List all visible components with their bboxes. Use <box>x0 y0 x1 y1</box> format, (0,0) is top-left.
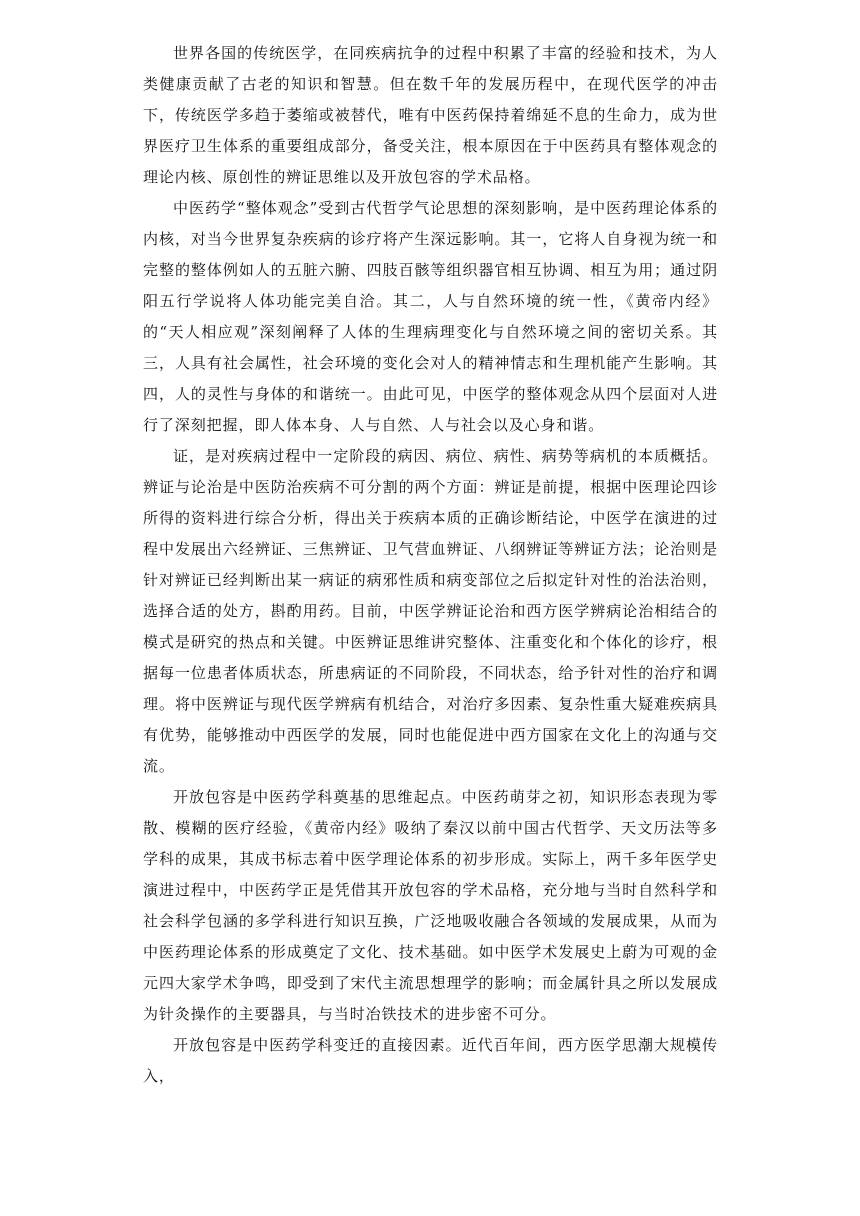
document-body <box>143 38 718 1092</box>
paragraph-2: 中医药学“整体观念”受到古代哲学气论思想的深刻影响，是中医药理论体系的内核，对当今世界复杂疾病的诊疗将产生深远影响。其一，它将人自身视为统一和完整的整体例如人的五脏六腑、四肢百骸等组织器官相互协调、相互为用；通过阴阳五行学说将人体功能完美自洽。其二，人与自然环境的统一性，《黄帝内经》的“天人相应观”深刻阐释了人体的生理病理变化与自然环境之间的密切关系。其三，人具有社会属性，社会环境的变化会对人的精神情志和生理机能产生影响。其四，人的灵性与身体的和谐统一。由此可见，中医学的整体观念从四个层面对人进行了深刻把握，即人体本身、人与自然、人与社会以及心身和谐。 <box>143 199 718 434</box>
paragraph-1: 世界各国的传统医学，在同疾病抗争的过程中积累了丰富的经验和技术，为人类健康贡献了古老的知识和智慧。但在数千年的发展历程中，在现代医学的冲击下，传统医学多趋于萎缩或被替代，唯有中医药保持着绵延不息的生命力，成为世界医疗卫生体系的重要组成部分，备受关注，根本原因在于中医药具有整体观念的理论内核、原创性的辨证思维以及开放包容的学术品格。 <box>143 44 718 186</box>
paragraph-3: 证，是对疾病过程中一定阶段的病因、病位、病性、病势等病机的本质概括。辨证与论治是中医防治疾病不可分割的两个方面：辨证是前提，根据中医理论四诊所得的资料进行综合分析，得出关于疾病本质的正确诊断结论，中医学在演进的过程中发展出六经辨证、三焦辨证、卫气营血辨证、八纲辨证等辨证方法；论治则是针对辨证已经判断出某一病证的病邪性质和病变部位之后拟定针对性的治法治则，选择合适的处方，斟酌用药。目前，中医学辨证论治和西方医学辨病论治相结合的模式是研究的热点和关键。中医辨证思维讲究整体、注重变化和个体化的诊疗，根据每一位患者体质状态，所患病证的不同阶段，不同状态，给予针对性的治疗和调理。将中医辨证与现代医学辨病有机结合，对治疗多因素、复杂性重大疑难疾病具有优势，能够推动中西医学的发展，同时也能促进中西方国家在文化上的沟通与交流。 <box>143 447 718 775</box>
paragraph-4: 开放包容是中医药学科奠基的思维起点。中医药萌芽之初，知识形态表现为零散、模糊的医疗经验，《黄帝内经》吸纳了秦汉以前中国古代哲学、天文历法等多学科的成果，其成书标志着中医学理论体系的初步形成。实际上，两千多年医学史演进过程中，中医药学正是凭借其开放包容的学术品格，充分地与当时自然科学和社会科学包涵的多学科进行知识互换，广泛地吸收融合各领域的发展成果，从而为中医药理论体系的形成奠定了文化、技术基础。如中医学术发展史上蔚为可观的金元四大家学术争鸣，即受到了宋代主流思想理学的影响；而金属针具之所以发展成为针灸操作的主要器具，与当时冶铁技术的进步密不可分。 <box>143 788 718 1023</box>
paragraph-5: 开放包容是中医药学科变迁的直接因素。近代百年间，西方医学思潮大规模传入， <box>143 1036 718 1085</box>
